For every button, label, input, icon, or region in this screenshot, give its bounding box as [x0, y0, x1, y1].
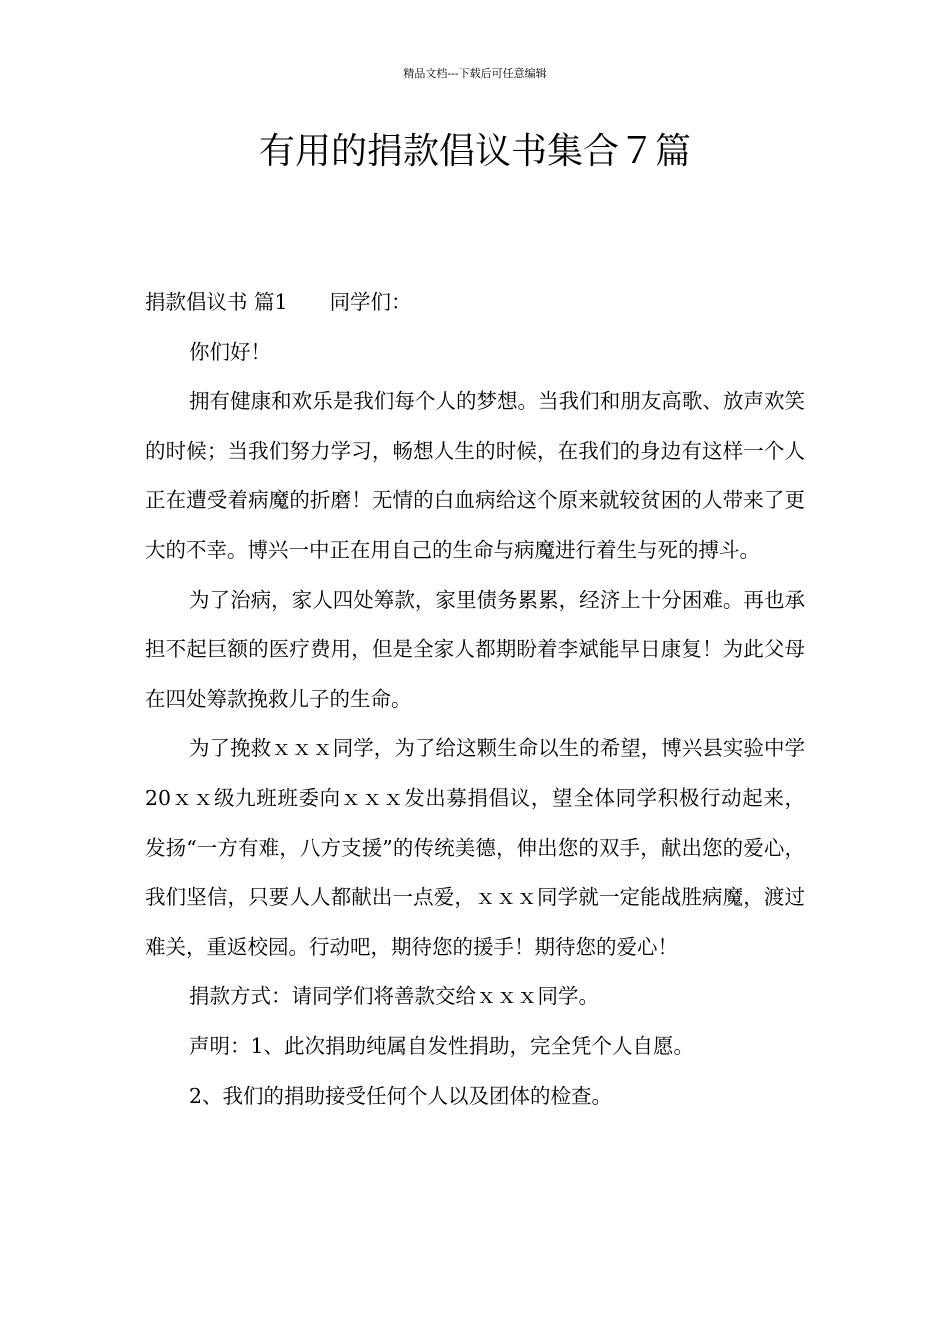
paragraph-statement-1: 声明：1、此次捐助纯属自发性捐助，完全凭个人自愿。: [189, 1033, 695, 1058]
paragraph-statement-2: 2、我们的捐助接受任何个人以及团体的检查。: [189, 1083, 613, 1108]
salutation: 同学们：: [329, 290, 412, 314]
paragraph-donation-method: 捐款方式：请同学们将善款交给ｘｘｘ同学。: [189, 984, 599, 1009]
paragraph-intro: 拥有健康和欢乐是我们每个人的梦想。当我们和朋友高歌、放声欢笑的时候；当我们努力学习，畅想人生的时候，在我们的身边有这样一个人正在遭受着病魔的折磨！无情的白血病给这个原来就较贫困的人带来了更大的不幸。博兴一中正在用自己的生命与病魔进行着生与死的搏斗。: [145, 389, 805, 562]
header-note: 精品文档---下载后可任意编辑: [403, 67, 547, 80]
section-heading: 捐款倡议书 篇1: [145, 290, 288, 314]
paragraph-appeal: 为了挽救ｘｘｘ同学，为了给这颗生命以生的希望，博兴县实验中学20ｘｘ级九班班委向ｘｘｘ发出募捐倡议，望全体同学积极行动起来，发扬“一方有难，八方支援”的传统美德，伸出您的双手，献出您的爱心，我们坚信，只要人人都献出一点爱，ｘｘｘ同学就一定能战胜病魔，渡过难关，重返校园。行动吧，期待您的援手！期待您的爱心！: [145, 736, 805, 959]
paragraph-family: 为了治病，家人四处筹款，家里债务累累，经济上十分困难。再也承担不起巨额的医疗费用，但是全家人都期盼着李斌能早日康复！为此父母在四处筹款挽救儿子的生命。: [145, 587, 805, 711]
heading-line: [145, 278, 805, 328]
paragraph-greeting: 你们好！: [189, 339, 271, 364]
document-title: 有用的捐款倡议书集合７篇: [258, 131, 691, 172]
document-body: [145, 278, 805, 1121]
